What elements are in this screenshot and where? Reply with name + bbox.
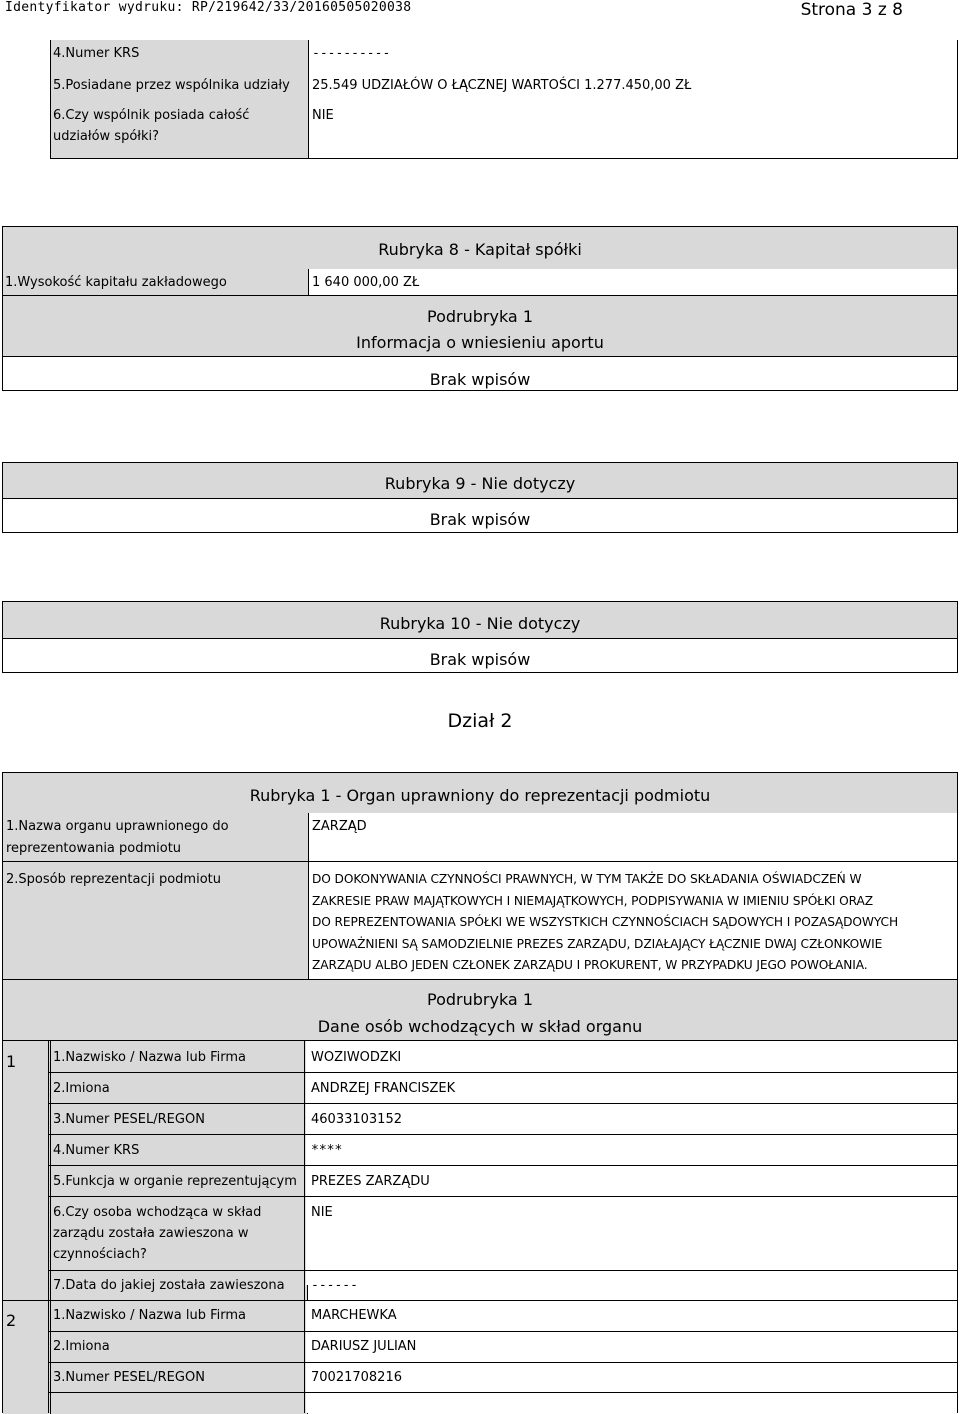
person-1-number: 1 [6,1052,17,1071]
person-2-names-label: 2.Imiona [53,1339,110,1354]
podrubryka-1-title: Podrubryka 1 [427,307,533,326]
organ-name-value: ZARZĄD [312,819,367,834]
representation-line-5: ZARZĄDU ALBO JEDEN CZŁONEK ZARZĄDU I PROKURENT, W PRZYPADKU JEGO POWOŁANIA. [312,958,868,972]
representation-label: 2.Sposób reprezentacji podmiotu [6,872,221,887]
rubryka-9-empty: Brak wpisów [429,510,531,529]
person-1-pesel-value: 46033103152 [311,1112,402,1127]
organ-name-label-2: reprezentowania podmiotu [6,841,182,856]
partner-row-krs [50,40,958,69]
representation-line-4: UPOWAŻNIENI SĄ SAMODZIELNIE PREZES ZARZĄDU, DZIAŁAJĄCY ŁĄCZNIE DWAJ CZŁONKOWIE [312,937,883,951]
partner-shares-label: 5.Posiadane przez wspólnika udziały [53,78,290,93]
rubryka-1 [2,772,958,980]
rubryka-10-title: Rubryka 10 - Nie dotyczy [379,614,581,633]
person-1-surname-value: WOZIWODZKI [311,1050,402,1065]
person-2-surname-label: 1.Nazwisko / Nazwa lub Firma [53,1308,246,1323]
person-2-number: 2 [6,1311,17,1330]
person-1-suspended-label-1: 6.Czy osoba wchodząca w skład [53,1205,262,1220]
partner-row-all-shares [50,101,958,159]
representation-line-3: DO REPREZENTOWANIA SPÓŁKI WE WSZYSTKICH CZYNNOŚCIACH SĄDOWYCH I POZASĄDOWYCH [312,915,899,929]
partner-krs-value: ---------- [312,46,391,61]
organ-name-label-1: 1.Nazwa organu uprawnionego do [6,819,229,834]
persons-sub-title-1: Podrubryka 1 [427,990,533,1009]
partner-krs-label: 4.Numer KRS [53,46,140,61]
persons-sub-title-2: Dane osób wchodzących w skład organu [317,1017,643,1036]
rubryka-9 [2,462,958,533]
capital-label: 1.Wysokość kapitału zakładowego [5,275,227,290]
dzial-title: Dział 2 [447,710,513,732]
person-1-suspended-value: NIE [311,1205,333,1220]
partner-all-label-2: udziałów spółki? [53,129,160,144]
person-1-krs-value: **** [311,1143,343,1158]
person-1-surname-label: 1.Nazwisko / Nazwa lub Firma [53,1050,246,1065]
person-1-pesel-label: 3.Numer PESEL/REGON [53,1112,205,1127]
person-1-suspended-label-2: zarządu została zawieszona w [53,1226,249,1241]
podrubryka-persons-head [2,979,958,1040]
person-1-names-label: 2.Imiona [53,1081,110,1096]
person-1-suspended-date-label: 7.Data do jakiej została zawieszona [53,1278,285,1293]
person-1-names-value: ANDRZEJ FRANCISZEK [311,1081,456,1096]
rubryka-1-title: Rubryka 1 - Organ uprawniony do reprezentacji podmiotu [249,786,711,805]
partner-row-shares [50,69,958,101]
page-number: Strona 3 z 8 [800,0,903,20]
podrubryka-1-subtitle: Informacja o wniesieniu aportu [356,333,604,352]
partner-all-label-1: 6.Czy wspólnik posiada całość [53,108,250,123]
partner-all-value: NIE [312,108,334,123]
person-1-function-label: 5.Funkcja w organie reprezentującym [53,1174,297,1189]
person-2-surname-value: MARCHEWKA [311,1308,397,1323]
representation-line-2: ZAKRESIE PRAW MAJĄTKOWYCH I NIEMAJĄTKOWYCH, PODPISYWANIA W IMIENIU SPÓŁKI ORAZ [312,894,873,908]
person-1-suspended-label-3: czynnościach? [53,1247,147,1262]
person-2-names-value: DARIUSZ JULIAN [311,1339,417,1354]
person-1-krs-label: 4.Numer KRS [53,1143,140,1158]
print-identifier: Identyfikator wydruku: RP/219642/33/20160505020038 [5,0,412,15]
rubryka-10 [2,601,958,673]
partner-shares-value: 25.549 UDZIAŁÓW O ŁĄCZNEJ WARTOŚCI 1.277.450,00 ZŁ [312,78,692,93]
rubryka-8-empty: Brak wpisów [429,370,531,389]
rubryka-9-title: Rubryka 9 - Nie dotyczy [384,474,576,493]
person-2-pesel-value: 70021708216 [311,1370,402,1385]
rubryka-8-title: Rubryka 8 - Kapitał spółki [378,240,582,259]
representation-line-1: DO DOKONYWANIA CZYNNOŚCI PRAWNYCH, W TYM TAKŻE DO SKŁADANIA OŚWIADCZEŃ W [312,872,862,886]
person-2-pesel-label: 3.Numer PESEL/REGON [53,1370,205,1385]
rubryka-8 [2,226,958,391]
capital-value: 1 640 000,00 ZŁ [312,275,420,290]
rubryka-10-empty: Brak wpisów [429,650,531,669]
person-1-function-value: PREZES ZARZĄDU [311,1174,430,1189]
person-1-suspended-date-value: ------ [311,1278,358,1293]
